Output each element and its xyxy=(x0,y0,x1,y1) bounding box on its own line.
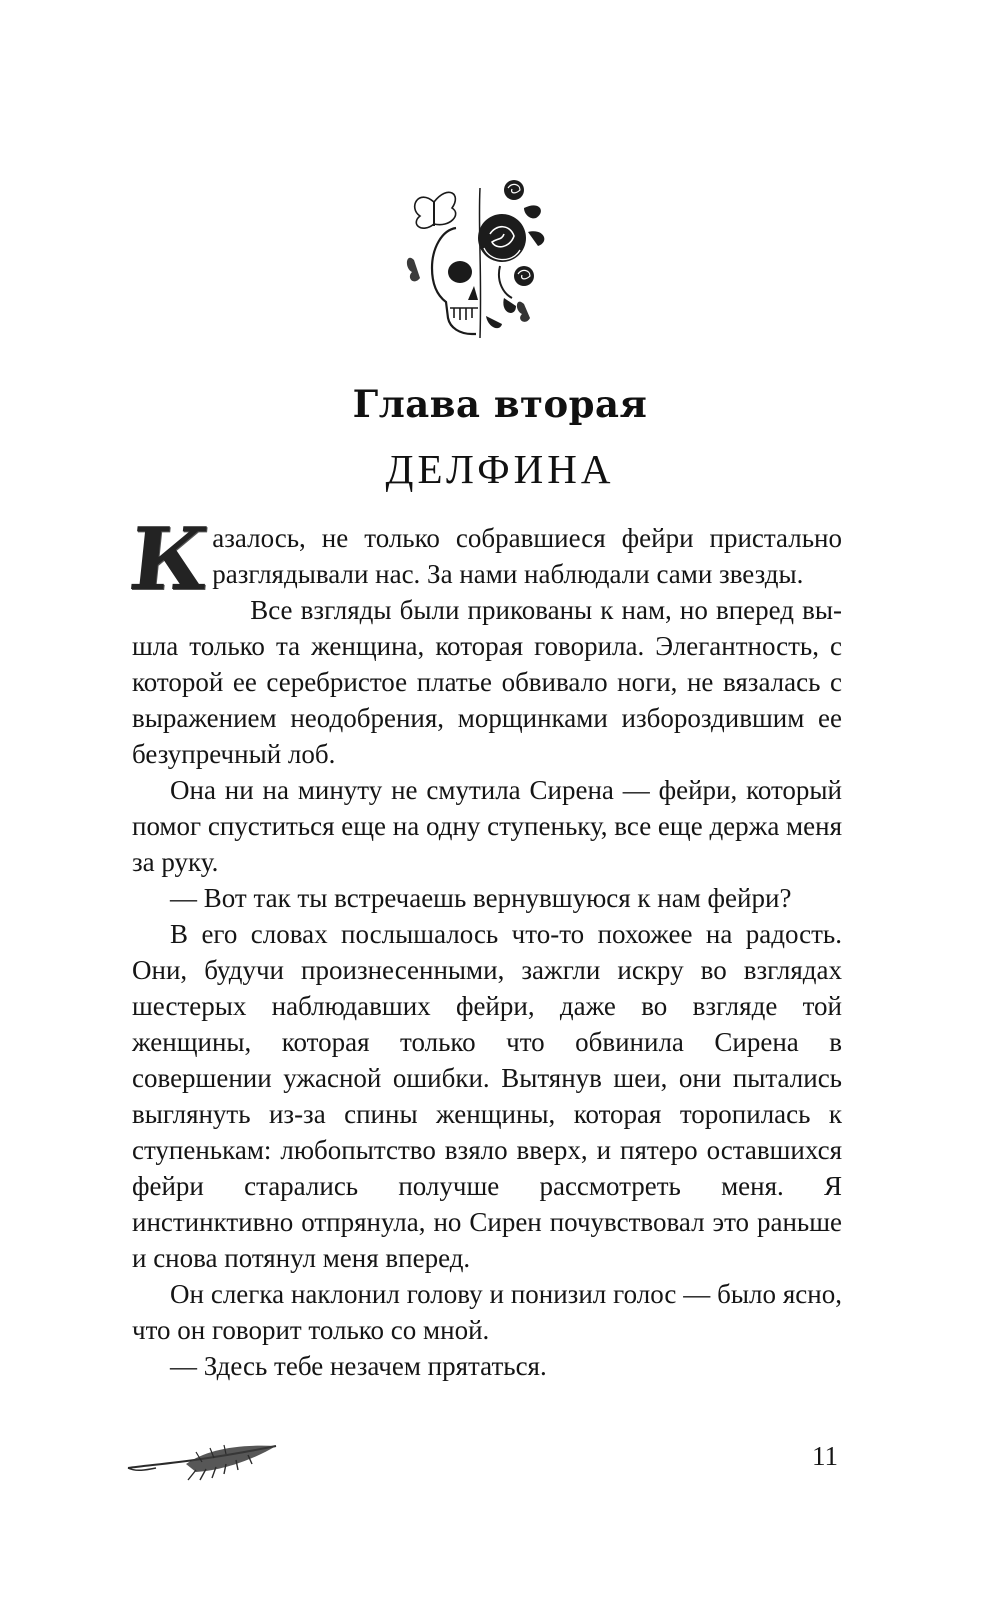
paragraph xyxy=(124,509,842,610)
page-number: 11 xyxy=(812,1441,838,1471)
paragraph: Все взгляды были прикованы к нам, но вперед вышла только та женщина, которая говорила. Элегантность, с которой ее серебристое платье обвивало ноги, не вязалась с выражением неодобрения, морщинками избороздившим ее безупречный лоб. xyxy=(132,595,842,769)
drop-cap: К xyxy=(124,509,214,610)
feather-icon xyxy=(126,1440,284,1488)
skull-roses-butterflies-icon xyxy=(404,168,556,348)
chapter-name: ДЕЛФИНА xyxy=(385,446,615,492)
chapter-title: Глава вторая xyxy=(352,382,648,426)
chapter-body xyxy=(124,509,842,1384)
paragraph: Он слегка наклонил голову и понизил голос — было ясно, что он говорит только со мной. xyxy=(132,1279,842,1345)
paragraph-text: азалось, не только собравшиеся фейри пристально разглядывали нас. За нами наблюдали сами звезды. xyxy=(212,523,842,589)
dialogue-line: — Здесь тебе незачем прятаться. xyxy=(170,1351,547,1381)
paragraph: Она ни на минуту не смутила Сирена — фейри, который помог спуститься еще на одну ступеньку, все еще держа меня за руку. xyxy=(132,775,842,877)
paragraph: В его словах послышалось что-то похожее на радость. Они, будучи произнесенными, зажгли искру во взглядах шестерых наблюдавших фейри, даже во взгляде той женщины, которая только что обвинила Сирена в совершении ужасной ошибки. Вытянув шеи, они пытались выглянуть из-за спины женщины, которая торопилась к ступенькам: любопытство взяло вверх, и пятеро оставшихся фейри старались получше рассмотреть меня. Я инстинктивно отпрянула, но Сирен почувствовал это раньше и снова потянул меня вперед. xyxy=(132,919,842,1273)
dialogue-line: — Вот так ты встречаешь вернувшуюся к нам фейри? xyxy=(170,883,792,913)
